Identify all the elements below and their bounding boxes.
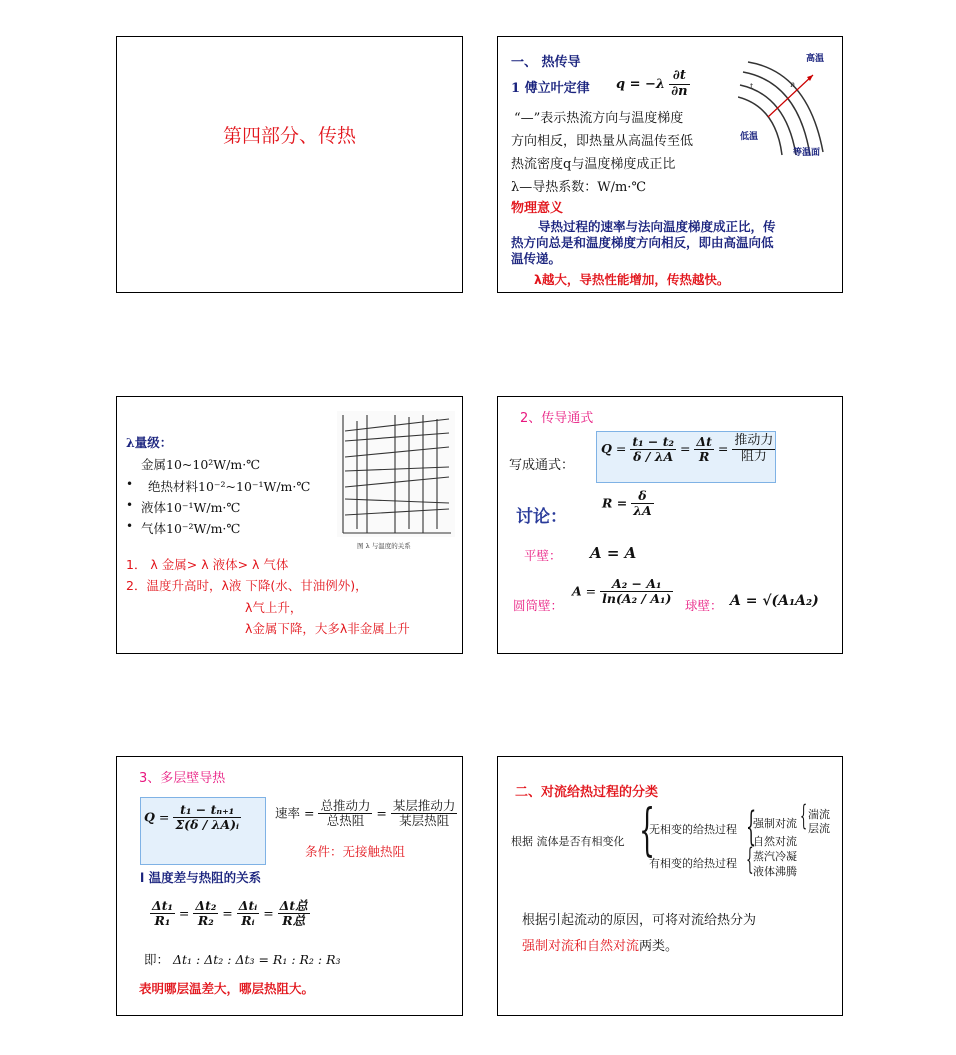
ratio-term-3 xyxy=(237,899,259,929)
summary-line-1: 根据引起流动的原因，可将对流给热分为 xyxy=(522,913,757,928)
slide-general-formula xyxy=(497,396,843,654)
summary-red-text: 强制对流和自然对流 xyxy=(522,939,640,954)
liquid-boiling: 液体沸腾 xyxy=(753,865,797,878)
ratio-term-1 xyxy=(150,899,175,929)
multilayer-conclusion: 表明哪层温差大，哪层热阻大。 xyxy=(139,981,315,996)
condition-text: 条件：无接触热阻 xyxy=(305,844,406,859)
physical-meaning-line1: 导热过程的速率与法向温度梯度成正比，传 xyxy=(538,219,776,234)
isotherm-line-3 xyxy=(740,85,796,155)
ratio-den-2: R₂ xyxy=(197,913,214,929)
cylinder-wall-label: 圆筒壁： xyxy=(513,598,564,613)
fourier-law-label: 1 傅立叶定律 xyxy=(511,81,590,96)
r-lhs: R = xyxy=(602,495,628,511)
write-label: 写成通式： xyxy=(509,458,575,473)
forced-convection: 强制对流 xyxy=(753,817,797,830)
brace-main: { xyxy=(639,798,656,863)
relation-heading: l 温度差与热阻的关系 xyxy=(140,870,262,885)
bullet-1: • xyxy=(126,477,134,491)
summary-line-2 xyxy=(522,935,678,954)
ratio-den-3: Rᵢ xyxy=(241,913,255,929)
general-formula: Q = $\frac{\text{t₁ − t₂}}{\delta / \lambda A}$ = $\frac{\Delta t}{R}$ = $\frac{\text{推动力}}{\text{阻力}}$ xyxy=(601,433,774,464)
multilayer-den: Σ(δ / λA)ᵢ xyxy=(175,817,240,833)
laminar-flow: 层流 xyxy=(808,822,830,835)
line-2: 方向相反，即热量从高温传至低 xyxy=(511,134,694,149)
rate-frac-1 xyxy=(318,799,372,829)
r-num: δ xyxy=(631,489,653,504)
r-fraction xyxy=(631,489,653,519)
phase-change: 有相变的给热过程 xyxy=(649,857,737,870)
lambda-rule-1: 1． λ 金属> λ 液体> λ 气体 xyxy=(126,557,289,572)
brace-forced: { xyxy=(800,799,808,832)
formula-q: Q xyxy=(601,440,612,456)
rate-num2: 某层推动力 xyxy=(392,798,456,813)
lambda-heading: λ量级： xyxy=(126,435,173,450)
line-3: 热流密度q与温度梯度成正比 xyxy=(511,157,676,172)
diagram-label-n: n xyxy=(790,80,796,89)
multilayer-heading: 3、多层壁导热 xyxy=(139,771,226,786)
fourier-formula xyxy=(616,69,690,100)
formula-frac-3 xyxy=(732,434,775,465)
frac2-num: Δt xyxy=(696,433,712,449)
brace-no-phase: { xyxy=(746,804,757,850)
rate-den1: 总热阻 xyxy=(326,813,365,829)
formula-num: ∂t xyxy=(669,69,689,85)
rate-formula: 速率 = $\frac{\text{总推动力}}{\text{总热阻}}$ = $\frac{\text{某层推动力}}{\text{某层热阻}}$ xyxy=(275,798,456,829)
lambda-item-metal: 金属10~10²W/m·℃ xyxy=(141,457,261,472)
rate-label: 速率 = xyxy=(275,805,315,821)
sphere-wall-eq: A = √(A₁A₂) xyxy=(730,593,819,609)
lambda-item-gas: 气体10⁻²W/m·℃ xyxy=(141,521,241,536)
basis-text: 根据 流体是否有相变化 xyxy=(511,835,625,848)
ratio-equation: Δt₁ : Δt₂ : Δt₃ = R₁ : R₂ : R₃ xyxy=(173,952,341,967)
lambda-temperature-figure xyxy=(337,411,455,551)
frac3-den: 阻力 xyxy=(740,448,767,464)
frac2-den: R xyxy=(698,448,710,464)
slide-title xyxy=(116,36,463,293)
physical-meaning-line3: 温传递。 xyxy=(511,251,562,266)
flat-wall-eq: A = A xyxy=(590,544,637,562)
rate-frac-2 xyxy=(391,799,458,829)
natural-convection: 自然对流 xyxy=(753,835,797,848)
formula-lhs: q = −λ xyxy=(616,76,666,92)
steam-condensation: 蒸汽冷凝 xyxy=(753,850,797,863)
line-1: “—”表示热流方向与温度梯度 xyxy=(514,111,684,126)
line-4: λ—导热系数：W/m·℃ xyxy=(511,180,646,195)
section-heading: 一、 热传导 xyxy=(511,55,581,70)
diagram-label-high: 高温 xyxy=(806,54,825,64)
resistance-formula xyxy=(602,489,654,519)
turbulent-flow: 湍流 xyxy=(808,808,830,821)
cylinder-wall-eq: A = $\frac{\text{A₂ − A₁}}{\text{ln(A₂ / A₁)}}$ xyxy=(572,576,672,607)
lambda-rule-2b: λ气上升， xyxy=(245,600,303,615)
ratio-term-2 xyxy=(193,899,218,929)
sphere-wall-label: 球壁： xyxy=(685,598,723,613)
ratio-den-1: R₁ xyxy=(154,913,171,929)
ratio-num-4: Δt总 xyxy=(279,898,308,913)
slide-title-text: 第四部分、传热 xyxy=(222,125,356,147)
ratio-fractions: $\frac{\text{Δt₁}}{\text{R₁}}$ = $\frac{\text{Δt₂}}{\text{R₂}}$ = $\frac{\text{Δtᵢ}}{\text{Rᵢ}}$ = $\frac{\text{Δt总}}{\text{R总}}$ xyxy=(152,898,308,929)
diagram-label-low: 低温 xyxy=(740,132,759,142)
physical-meaning-heading: 物理意义 xyxy=(511,201,564,216)
formula-frac-2 xyxy=(694,435,713,465)
formula-den: ∂n xyxy=(671,83,688,99)
convection-heading: 二、对流给热过程的分类 xyxy=(515,785,659,800)
slide-multilayer-wall xyxy=(116,756,463,1016)
ratio-num-1: Δt₁ xyxy=(152,898,173,913)
multilayer-fraction xyxy=(173,803,241,833)
frac3-num: 推动力 xyxy=(734,433,774,448)
slide-convection-classification xyxy=(497,756,843,1016)
slide-lambda-magnitude xyxy=(116,396,463,654)
slide-heat-conduction xyxy=(497,36,843,293)
bullet-2: • xyxy=(126,498,134,512)
summary-black-text: 两类。 xyxy=(639,939,679,954)
ratio-line xyxy=(144,950,341,968)
cyl-den: ln(A₂ / A₁) xyxy=(602,591,672,607)
frac1-num: t₁ − t₂ xyxy=(632,433,674,449)
ratio-term-4 xyxy=(278,899,310,929)
multilayer-formula: Q = $\frac{\text{t₁ − tₙ₊₁}}{\text{Σ(δ / λA)ᵢ}}$ xyxy=(144,802,240,833)
cyl-fraction xyxy=(600,577,673,607)
ratio-num-3: Δtᵢ xyxy=(238,898,258,913)
lambda-item-insulator: 绝热材料10⁻²~10⁻¹W/m·℃ xyxy=(148,479,311,494)
bullet-3: • xyxy=(126,519,134,533)
diagram-label-t: t xyxy=(750,82,754,91)
rate-den2: 某层热阻 xyxy=(399,813,450,829)
conclusion: λ越大，导热性能增加，传热越快。 xyxy=(534,272,730,287)
lambda-rule-2c: λ金属下降，大多λ非金属上升 xyxy=(245,621,410,636)
discuss-label: 讨论： xyxy=(516,507,567,527)
multilayer-num: t₁ − tₙ₊₁ xyxy=(173,803,241,818)
figure-caption: 图 λ 与温度的关系 xyxy=(357,542,411,550)
cyl-num: A₂ − A₁ xyxy=(600,577,673,592)
ratio-prefix: 即： xyxy=(144,952,170,967)
physical-meaning-line2: 热方向总是和温度梯度方向相反，即由高温向低 xyxy=(511,235,774,250)
no-phase-change: 无相变的给热过程 xyxy=(649,823,737,836)
formula-fraction xyxy=(669,69,689,100)
formula-frac-1 xyxy=(630,435,676,465)
rate-num1: 总推动力 xyxy=(320,798,371,813)
ratio-num-2: Δt₂ xyxy=(195,898,217,913)
flat-wall-label: 平壁： xyxy=(524,548,562,563)
frac1-den: δ / λA xyxy=(633,448,674,464)
r-den: λA xyxy=(633,503,652,519)
lambda-rule-2a: 2．温度升高时，λ液 下降(水、甘油例外)， xyxy=(126,578,368,593)
isotherm-diagram xyxy=(738,47,838,157)
brace-phase: { xyxy=(746,842,754,877)
diagram-label-iso: 等温面 xyxy=(793,148,821,157)
general-formula-heading: 2、传导通式 xyxy=(520,411,594,426)
ratio-den-4: R总 xyxy=(282,913,306,929)
lambda-item-liquid: 液体10⁻¹W/m·℃ xyxy=(141,500,241,515)
